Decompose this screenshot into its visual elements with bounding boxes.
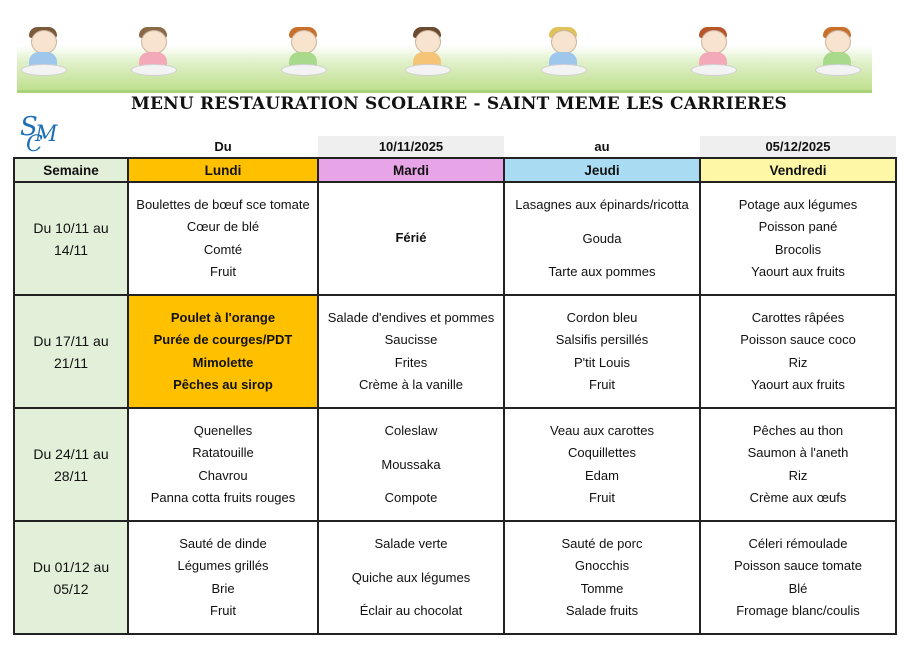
dish: Quenelles <box>193 422 253 438</box>
dish: Comté <box>203 241 243 257</box>
dish: Quiche aux légumes <box>351 569 471 585</box>
period-to-label: au <box>594 139 610 154</box>
menu-cell-lundi <box>128 182 318 295</box>
menu-cell-mardi <box>318 295 504 408</box>
dish: P'tit Louis <box>574 354 630 370</box>
dish: Yaourt aux fruits <box>751 376 845 392</box>
dish: Sauté de porc <box>561 535 643 551</box>
dish: Poisson pané <box>758 219 838 235</box>
child-illustration <box>817 30 859 72</box>
dish: Riz <box>788 467 808 483</box>
menu-cell-jeudi <box>504 521 700 634</box>
dish: Salade verte <box>374 536 448 552</box>
period-row <box>14 136 896 158</box>
dish: Boulettes de bœuf sce tomate <box>136 196 310 212</box>
dish: Cordon bleu <box>566 309 638 325</box>
week-row <box>14 521 896 634</box>
dish: Potage aux légumes <box>738 196 858 212</box>
dish: Salade d'endives et pommes <box>327 309 495 325</box>
dish: Céleri rémoulade <box>748 535 848 551</box>
dish: Fruit <box>589 376 615 392</box>
dish: Poisson sauce coco <box>740 332 856 348</box>
dish: Moussaka <box>381 456 441 472</box>
dish: Fruit <box>589 489 615 505</box>
period-from-label: Du <box>214 139 232 154</box>
child-illustration <box>23 30 65 72</box>
dish: Tomme <box>580 580 624 596</box>
dish: Fruit <box>210 263 236 279</box>
dish: Purée de courges/PDT <box>153 332 293 348</box>
week-label: Du 10/11 au 14/11 <box>14 182 128 295</box>
dish: Ratatouille <box>192 445 254 461</box>
dish: Carottes râpées <box>751 309 845 325</box>
period-to-date: 05/12/2025 <box>700 136 896 158</box>
dish: Lasagnes aux épinards/ricotta <box>515 197 689 213</box>
dish: Riz <box>788 354 808 370</box>
dish: Fromage blanc/coulis <box>736 602 860 618</box>
menu-cell-jeudi <box>504 408 700 521</box>
dish: Veau aux carottes <box>549 422 655 438</box>
dish: Crème aux œufs <box>749 489 847 505</box>
week-row <box>14 408 896 521</box>
child-illustration <box>283 30 325 72</box>
dish: Cœur de blé <box>186 219 260 235</box>
dish: Sauté de dinde <box>179 535 267 551</box>
header-jeudi: Jeudi <box>504 158 700 182</box>
header-week: Semaine <box>14 158 128 182</box>
week-label: Du 17/11 au 21/11 <box>14 295 128 408</box>
holiday-label: Férié <box>395 230 427 246</box>
dish: Edam <box>585 467 619 483</box>
dish: Coleslaw <box>384 423 438 439</box>
menu-cell-lundi-highlighted <box>128 295 318 408</box>
menu-cell-mardi <box>318 408 504 521</box>
dish: Gnocchis <box>574 558 630 574</box>
dish: Poulet à l'orange <box>170 309 276 325</box>
dish: Coquillettes <box>568 445 636 461</box>
header-row <box>14 158 896 182</box>
menu-cell-lundi <box>128 521 318 634</box>
header-vendredi: Vendredi <box>700 158 896 182</box>
week-label: Du 24/11 au 28/11 <box>14 408 128 521</box>
menu-cell-jeudi <box>504 295 700 408</box>
dish: Poisson sauce tomate <box>734 558 862 574</box>
menu-cell-jeudi <box>504 182 700 295</box>
dish: Pêches au sirop <box>173 376 273 392</box>
menu-cell-vendredi <box>700 182 896 295</box>
menu-cell-mardi <box>318 521 504 634</box>
menu-cell-vendredi <box>700 521 896 634</box>
dish: Crème à la vanille <box>358 376 464 392</box>
dish: Panna cotta fruits rouges <box>150 489 296 505</box>
header-lundi: Lundi <box>128 158 318 182</box>
dish: Pêches au thon <box>752 422 844 438</box>
week-label: Du 01/12 au 05/12 <box>14 521 128 634</box>
dish: Brie <box>211 580 235 596</box>
period-from-date: 10/11/2025 <box>318 136 504 158</box>
page-title: MENU RESTAURATION SCOLAIRE - SAINT MEME LES CARRIERES <box>130 94 788 114</box>
dish: Blé <box>788 580 808 596</box>
dish: Légumes grillés <box>177 558 269 574</box>
dish: Salsifis persillés <box>555 332 649 348</box>
menu-cell-lundi <box>128 408 318 521</box>
dish: Yaourt aux fruits <box>751 263 845 279</box>
week-row <box>14 295 896 408</box>
header-banner <box>17 18 872 93</box>
menu-cell-mardi <box>318 182 504 295</box>
dish: Salade fruits <box>565 602 639 618</box>
menu-table <box>13 136 897 635</box>
dish: Brocolis <box>774 241 822 257</box>
school-logo: S M C <box>20 112 58 157</box>
dish: Frites <box>394 354 428 370</box>
dish: Mimolette <box>192 354 254 370</box>
header-mardi: Mardi <box>318 158 504 182</box>
dish: Saucisse <box>384 332 438 348</box>
week-row <box>14 182 896 295</box>
child-illustration <box>407 30 449 72</box>
child-illustration <box>133 30 175 72</box>
dish: Compote <box>384 489 438 505</box>
dish: Saumon à l'aneth <box>747 445 849 461</box>
child-illustration <box>543 30 585 72</box>
child-illustration <box>693 30 735 72</box>
dish: Gouda <box>582 230 622 246</box>
dish: Fruit <box>210 602 236 618</box>
dish: Chavrou <box>198 467 248 483</box>
dish: Éclair au chocolat <box>359 602 463 618</box>
menu-cell-vendredi <box>700 408 896 521</box>
dish: Tarte aux pommes <box>548 263 656 279</box>
menu-cell-vendredi <box>700 295 896 408</box>
